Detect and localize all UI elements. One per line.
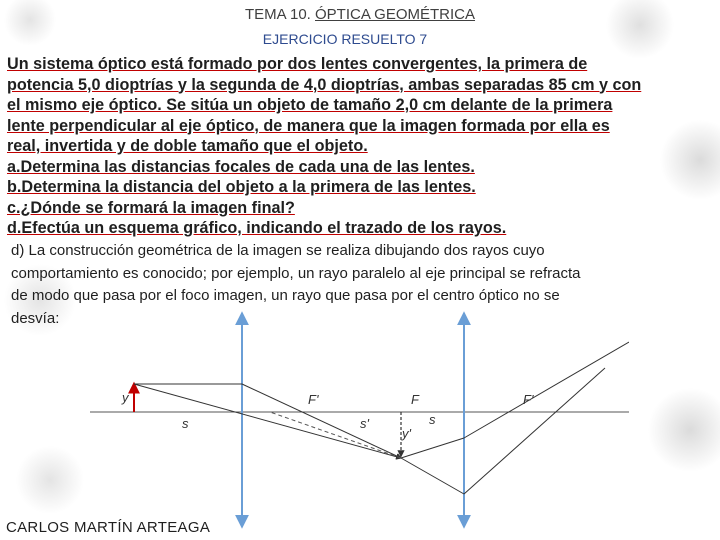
label-focus-2: F [411, 392, 419, 407]
problem-line: Un sistema óptico está formado por dos lentes convergentes, la primera de [7, 55, 588, 73]
label-object-height: y [122, 390, 129, 405]
problem-line: d.Efectúa un esquema gráfico, indicando el trazado de los rayos. [7, 219, 507, 237]
problem-line: potencia 5,0 dioptrías y la segunda de 4,0 dioptrías, ambas separadas 85 cm y con [7, 75, 642, 94]
answer-line: desvía: [11, 309, 60, 327]
label-focus-1: F' [308, 392, 319, 407]
answer-line: d) La construcción geométrica de la imagen se realiza dibujando dos rayos cuyo [11, 242, 545, 259]
problem-line: a.Determina las distancias focales de cada una de las lentes. [7, 157, 475, 176]
problem-statement [7, 54, 715, 239]
ray-4-to-lens-2 [401, 438, 464, 458]
label-focus-3: F' [523, 392, 534, 407]
ray-diagram [90, 308, 629, 540]
problem-line: el mismo eje óptico. Se sitúa un objeto de tamaño 2,0 cm delante de la primera [7, 96, 613, 114]
label-image-height: y' [402, 426, 411, 441]
ray-3-to-lens-2 [401, 458, 464, 494]
problem-line: lente perpendicular al eje óptico, de manera que la imagen formada por ella es [7, 116, 610, 135]
title-main: ÓPTICA GEOMÉTRICA [315, 6, 476, 23]
answer-line: comportamiento es conocido; por ejemplo, un rayo paralelo al eje principal se refracta [11, 264, 581, 282]
problem-line: b.Determina la distancia del objeto a la primera de las lentes. [7, 178, 476, 196]
author-footer: CARLOS MARTÍN ARTEAGA [6, 519, 211, 536]
answer-line: de modo que pasa por el foco imagen, un rayo que pasa por el centro óptico no se [11, 287, 560, 304]
title-prefix: TEMA 10. [244, 6, 311, 23]
problem-line: c.¿Dónde se formará la imagen final? [7, 198, 295, 217]
virtual-extension [270, 412, 401, 458]
page-title [0, 6, 720, 23]
ray-3-exit [464, 368, 605, 494]
ray-4-exit [464, 342, 629, 438]
problem-line: real, invertida y de doble tamaño que el objeto. [7, 137, 368, 155]
page-subtitle: EJERCICIO RESUELTO 7 [262, 31, 428, 47]
label-object-distance: s [182, 416, 189, 431]
label-second-distance: s [429, 412, 436, 427]
ray-diagram-svg [90, 308, 629, 540]
label-image-distance: s' [360, 416, 369, 431]
